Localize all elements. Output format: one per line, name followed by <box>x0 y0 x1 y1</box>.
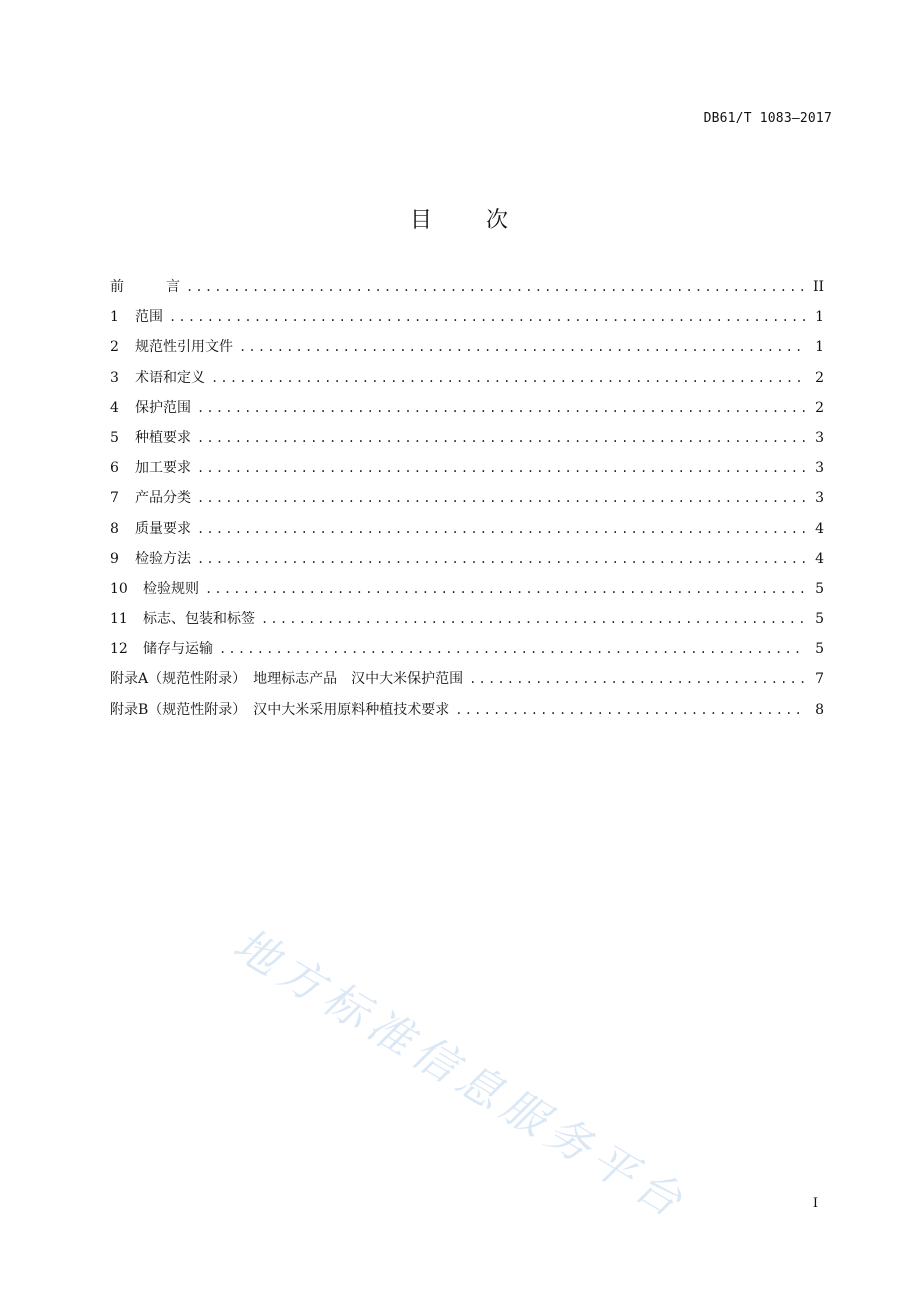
toc-page-number: 5 <box>815 641 824 658</box>
toc-entry[interactable] <box>110 578 824 608</box>
toc-entry-preface[interactable] <box>110 276 824 306</box>
toc-entry-label: 保护范围 <box>135 399 191 416</box>
toc-leader-dots <box>197 552 806 566</box>
toc-entry-number: 7 <box>110 490 119 507</box>
toc-entry-label: 附录A（规范性附录） 地理标志产品 汉中大米保护范围 <box>110 671 464 688</box>
page-title-left: 目 <box>409 208 434 233</box>
toc-leader-dots <box>186 280 806 294</box>
toc-page-number: 5 <box>815 611 824 628</box>
toc-entry-number: 6 <box>110 460 119 477</box>
toc-entry-label: 检验方法 <box>135 550 191 567</box>
toc-entry[interactable] <box>110 518 824 548</box>
toc-leader-dots <box>197 461 806 475</box>
toc-entry[interactable] <box>110 397 824 427</box>
toc-entry[interactable] <box>110 427 824 457</box>
toc-entry-number: 3 <box>110 369 119 386</box>
toc-page-number: 1 <box>815 339 824 356</box>
toc-page-number: II <box>812 279 824 295</box>
page-title-right: 次 <box>486 208 511 233</box>
toc-leader-dots <box>261 612 806 626</box>
toc-entry-label: 质量要求 <box>135 520 191 537</box>
toc-leader-dots <box>211 371 806 385</box>
toc-entry-label: 检验规则 <box>143 580 199 597</box>
toc-page-number: 3 <box>815 429 824 446</box>
toc-page-number: 2 <box>815 399 824 416</box>
toc-entry-label: 前 言 <box>110 279 180 295</box>
toc-entry-label: 术语和定义 <box>135 369 205 386</box>
toc-page-number: 2 <box>815 369 824 386</box>
toc-entry-label: 产品分类 <box>135 490 191 507</box>
toc-entry[interactable] <box>110 548 824 578</box>
toc-leader-dots <box>197 401 806 415</box>
toc-page-number: 8 <box>815 701 824 718</box>
toc-entry[interactable] <box>110 457 824 487</box>
toc-leader-dots <box>469 672 806 686</box>
toc-leader-dots <box>197 491 806 505</box>
toc-leader-dots <box>239 340 806 354</box>
toc-entry-label: 标志、包装和标签 <box>143 611 255 628</box>
toc-entry[interactable] <box>110 487 824 517</box>
toc-entry-number: 10 <box>110 580 128 597</box>
toc-entry-number: 1 <box>110 309 119 326</box>
toc-page-number: 1 <box>815 309 824 326</box>
toc-entry-appendix-a[interactable] <box>110 668 824 698</box>
toc-leader-dots <box>197 522 806 536</box>
toc-page-number: 3 <box>815 490 824 507</box>
document-code: DB61/T 1083—2017 <box>703 111 832 126</box>
toc-page-number: 4 <box>815 520 824 537</box>
toc-entry[interactable] <box>110 367 824 397</box>
toc-page-number: 7 <box>815 671 824 688</box>
toc-leader-dots <box>205 582 806 596</box>
table-of-contents <box>110 276 824 729</box>
toc-leader-dots <box>219 642 806 656</box>
toc-leader-dots <box>197 431 806 445</box>
toc-leader-dots <box>455 703 806 717</box>
toc-entry-number: 2 <box>110 339 119 356</box>
toc-entry-label: 附录B（规范性附录） 汉中大米采用原料种植技术要求 <box>110 701 450 718</box>
toc-entry-label: 储存与运输 <box>143 641 213 658</box>
toc-entry[interactable] <box>110 306 824 336</box>
toc-entry-number: 8 <box>110 520 119 537</box>
toc-entry[interactable] <box>110 336 824 366</box>
toc-entry-label: 范围 <box>135 309 163 326</box>
toc-page-number: 5 <box>815 580 824 597</box>
toc-entry-number: 4 <box>110 399 119 416</box>
toc-entry-appendix-b[interactable] <box>110 699 824 729</box>
toc-entry[interactable] <box>110 608 824 638</box>
toc-entry-number: 9 <box>110 550 119 567</box>
toc-page-number: 4 <box>815 550 824 567</box>
page-title <box>0 203 920 234</box>
toc-entry-label: 加工要求 <box>135 460 191 477</box>
toc-entry-label: 种植要求 <box>135 429 191 446</box>
toc-page-number: 3 <box>815 460 824 477</box>
toc-entry-number: 12 <box>110 641 128 658</box>
page-number: I <box>812 1196 818 1211</box>
toc-entry-label: 规范性引用文件 <box>135 339 233 356</box>
toc-entry-number: 11 <box>110 611 128 628</box>
toc-entry[interactable] <box>110 638 824 668</box>
watermark: 地方标准信息服务平台 <box>224 918 697 1231</box>
toc-leader-dots <box>169 310 806 324</box>
toc-entry-number: 5 <box>110 429 119 446</box>
